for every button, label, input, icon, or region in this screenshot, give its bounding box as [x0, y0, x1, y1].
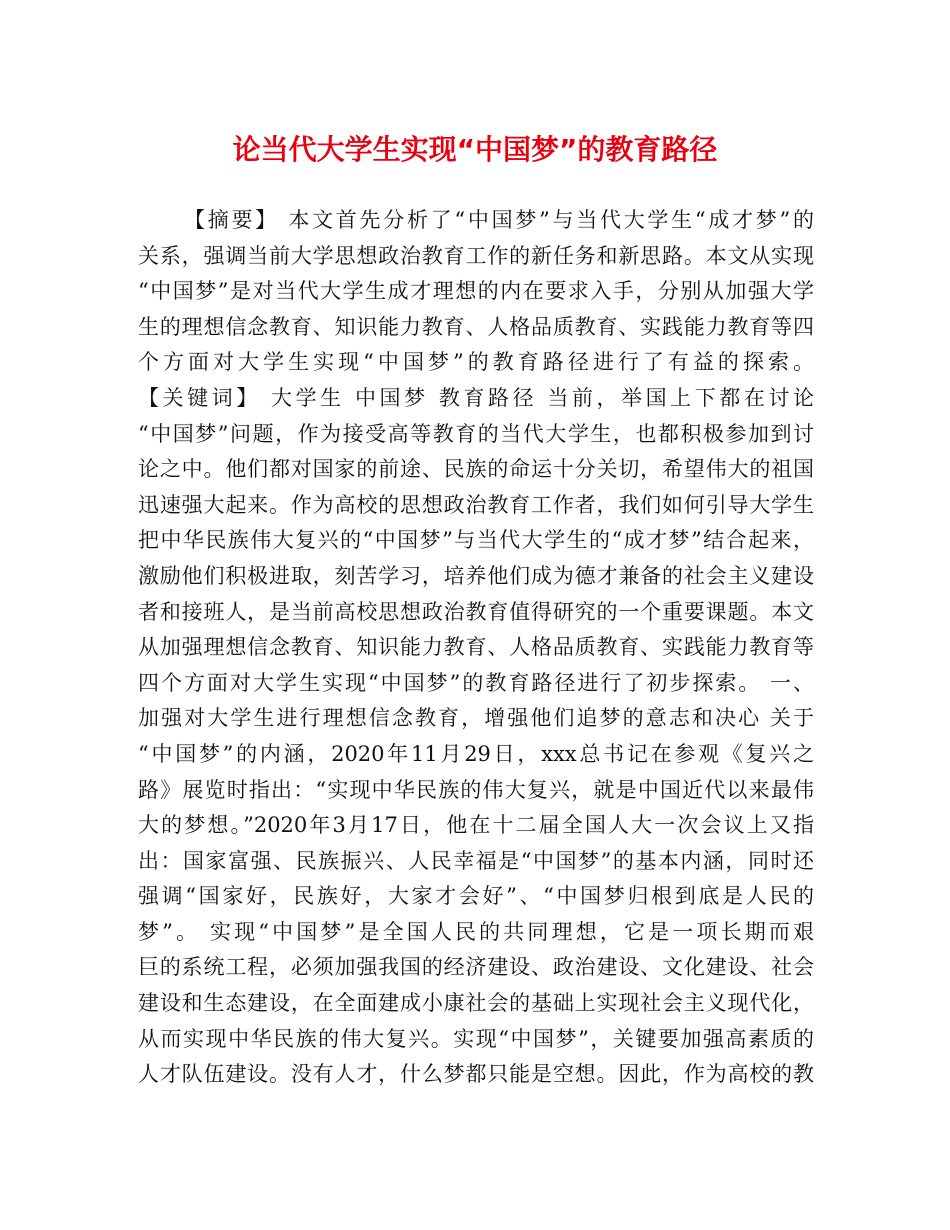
body-line: 加强对大学生进行理想信念教育，增强他们追梦的意志和决心 关于 — [138, 706, 814, 731]
document-body — [138, 203, 814, 1093]
body-line: 关系，强调当前大学思想政治教育工作的新任务和新思路。本文从实现 — [138, 243, 814, 268]
body-line: 从加强理想信念教育、知识能力教育、人格品质教育、实践能力教育等 — [138, 635, 814, 660]
body-line: 梦”。 实现“中国梦”是全国人民的共同理想，它是一项长期而艰 — [138, 919, 814, 944]
body-line: 生的理想信念教育、知识能力教育、人格品质教育、实践能力教育等四 — [138, 314, 814, 339]
body-line: 四个方面对大学生实现“中国梦”的教育路径进行了初步探索。 一、 — [138, 670, 814, 695]
body-line: 【关键词】 大学生 中国梦 教育路径 当前，举国上下都在讨论 — [138, 385, 814, 410]
body-line: 者和接班人，是当前高校思想政治教育值得研究的一个重要课题。本文 — [138, 599, 814, 624]
body-line: 把中华民族伟大复兴的“中国梦”与当代大学生的“成才梦”结合起来， — [138, 528, 814, 553]
document-title: 论当代大学生实现“中国梦”的教育路径 — [232, 133, 718, 166]
body-line: 出：国家富强、民族振兴、人民幸福是“中国梦”的基本内涵，同时还 — [138, 848, 814, 873]
body-line: “中国梦”问题，作为接受高等教育的当代大学生，也都积极参加到讨 — [138, 421, 814, 446]
body-line: 迅速强大起来。作为高校的思想政治教育工作者，我们如何引导大学生 — [138, 492, 814, 517]
body-line: 个方面对大学生实现“中国梦”的教育路径进行了有益的探索。 — [138, 350, 814, 375]
body-line: 人才队伍建设。没有人才，什么梦都只能是空想。因此，作为高校的教 — [138, 1062, 814, 1087]
body-line: 激励他们积极进取，刻苦学习，培养他们成为德才兼备的社会主义建设 — [138, 563, 814, 588]
body-line: 强调“国家好，民族好，大家才会好”、“中国梦归根到底是人民的 — [138, 884, 814, 909]
body-line: 路》展览时指出：“实现中华民族的伟大复兴，就是中国近代以来最伟 — [138, 777, 814, 802]
body-line: 大的梦想。”2020年3月17日，他在十二届全国人大一次会议上又指 — [138, 813, 814, 838]
body-line: 建设和生态建设，在全面建成小康社会的基础上实现社会主义现代化， — [138, 991, 814, 1016]
body-line: 【摘要】 本文首先分析了“中国梦”与当代大学生“成才梦”的 — [184, 208, 814, 232]
body-line: 从而实现中华民族的伟大复兴。实现“中国梦”，关键要加强高素质的 — [138, 1026, 814, 1051]
body-line: “中国梦”是对当代大学生成才理想的内在要求入手，分别从加强大学 — [138, 279, 814, 304]
body-line: 论之中。他们都对国家的前途、民族的命运十分关切，希望伟大的祖国 — [138, 457, 814, 482]
body-line: 巨的系统工程，必须加强我国的经济建设、政治建设、文化建设、社会 — [138, 955, 814, 980]
body-line: “中国梦”的内涵，2020年11月29日，xxx总书记在参观《复兴之 — [138, 741, 814, 766]
